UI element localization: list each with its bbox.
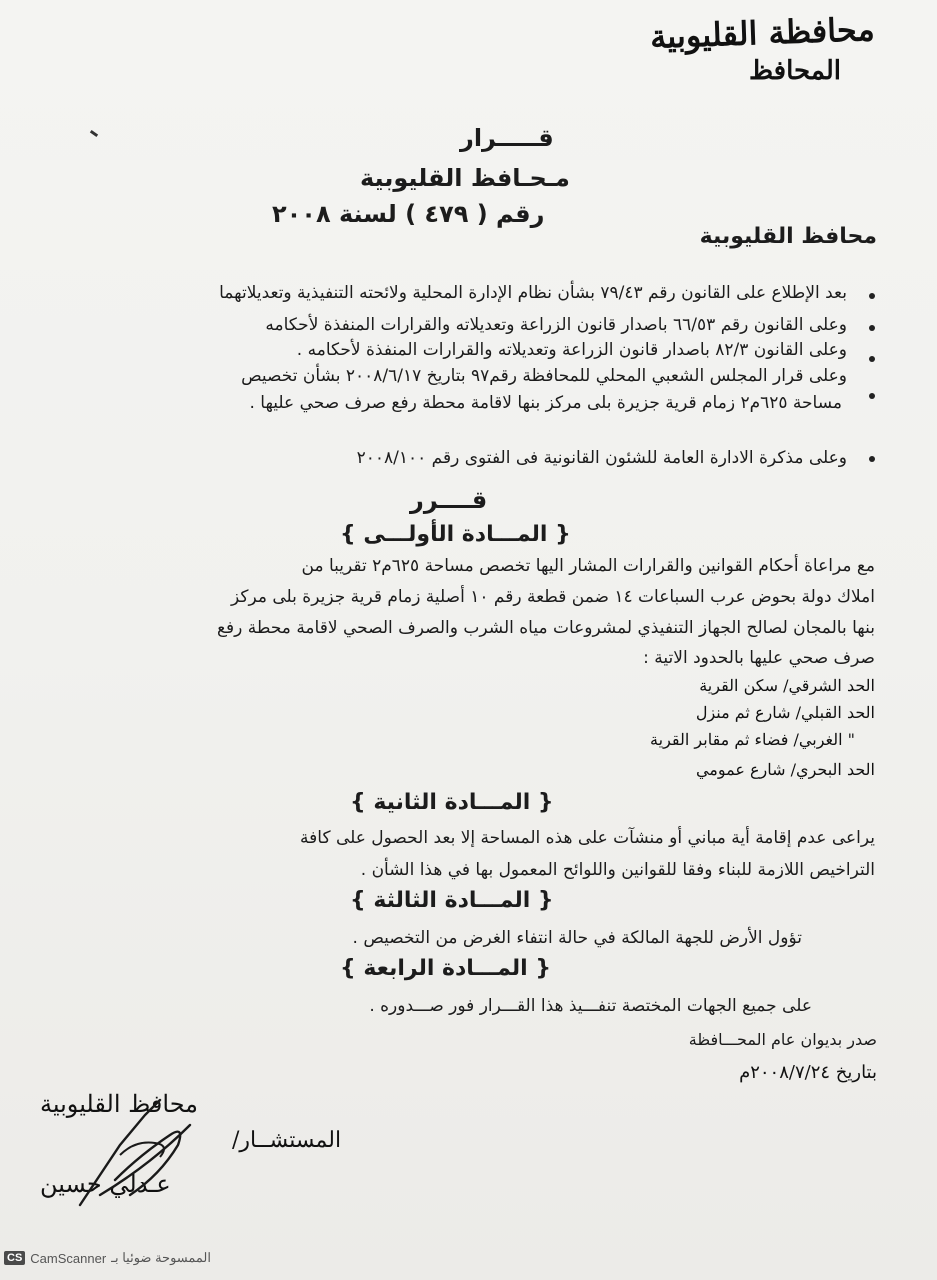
bullet-dot [869, 325, 875, 331]
bullet-dot [869, 356, 875, 362]
article1-line: املاك دولة بحوض عرب السباعات ١٤ ضمن قطعة رقم ١٠ أصلية زمام قرية جزيرة بلى مركز [231, 587, 875, 607]
camscanner-watermark [4, 1250, 211, 1266]
preamble-line: مساحة ٦٢٥م٢ زمام قرية جزيرة بلى مركز بنها لاقامة محطة رفع صرف صحي عليها . [249, 393, 842, 413]
preamble-line: وعلى قرار المجلس الشعبي المحلي للمحافظة رقم٩٧ بتاريخ ٢٠٠٨/٦/١٧ بشأن تخصيص [241, 366, 847, 386]
issuance-place: صدر بديوان عام المحـــافظة [688, 1030, 877, 1049]
bullet-dot [869, 456, 875, 462]
bullet-dot [869, 293, 875, 299]
decides-heading: قــــرر [410, 486, 488, 514]
header-office: المحافظ [749, 56, 841, 86]
preamble-line: وعلى القانون رقم ٦٦/٥٣ باصدار قانون الزراعة وتعديلاته والقرارات المنفذة لأحكامه [265, 315, 847, 335]
decision-number: رقم ( ٤٧٩ ) لسنة ٢٠٠٨ [272, 200, 545, 228]
camscanner-app-name: CamScanner [30, 1250, 107, 1266]
boundary-north: الحد البحري/ شارع عمومي [695, 760, 875, 779]
article1-line: بنها بالمجان لصالح الجهاز التنفيذي لمشروعات مياه الشرب والصرف الصحي لاقامة محطة رفع [216, 618, 875, 638]
decision-issuer: مـحـافظ القليوبية [360, 164, 570, 192]
decision-word: قـــــرار [460, 124, 554, 152]
governor-label: محافظ القليوبية [699, 224, 877, 249]
article3-heading: { المـــادة الثالثة } [350, 888, 554, 913]
article1-line: مع مراعاة أحكام القوانين والقرارات المشار اليها تخصص مساحة ٦٢٥م٢ تقريبا من [301, 556, 875, 576]
signature-governor: محافظ القليوبية [40, 1090, 199, 1118]
article2-heading: { المـــادة الثانية } [350, 790, 554, 815]
boundary-west: " الغربي/ فضاء ثم مقابر القرية [650, 730, 855, 749]
signature-counselor: المستشــار/ [232, 1128, 342, 1153]
preamble-line: بعد الإطلاع على القانون رقم ٧٩/٤٣ بشأن نظام الإدارة المحلية ولائحته التنفيذية وتعديلاتهما [219, 283, 847, 303]
issuance-date: بتاريخ ٢٠٠٨/٧/٢٤م [739, 1062, 877, 1083]
signature-scribble [60, 1085, 210, 1215]
signature-name: عـدلي حسين [40, 1170, 171, 1198]
article4-heading: { المـــادة الرابعة } [340, 956, 551, 981]
boundary-east: الحد الشرقي/ سكن القرية [699, 676, 875, 695]
article2-line: التراخيص اللازمة للبناء وفقا للقوانين واللوائح المعمول بها في هذا الشأن . [360, 860, 875, 880]
article1-heading: { المـــادة الأولـــى } [340, 522, 571, 547]
article4-line: على جميع الجهات المختصة تنفـــيذ هذا القـــرار فور صـــدوره . [369, 996, 812, 1016]
bullet-dot [869, 393, 875, 399]
article1-line: صرف صحي عليها بالحدود الاتية : [643, 648, 875, 668]
camscanner-logo-icon: CS [4, 1251, 25, 1265]
header-governorate: محافظة القليوبية [649, 10, 876, 56]
article3-line: تؤول الأرض للجهة المالكة في حالة انتفاء الغرض من التخصيص . [352, 928, 802, 948]
camscanner-text: الممسوحة ضوئيا بـ [111, 1250, 211, 1265]
pen-mark [90, 130, 98, 137]
preamble-line: وعلى القانون ٨٢/٣ باصدار قانون الزراعة وتعديلاته والقرارات المنفذة لأحكامه . [296, 340, 847, 360]
article2-line: يراعى عدم إقامة أية مباني أو منشآت على هذه المساحة إلا بعد الحصول على كافة [300, 828, 875, 848]
preamble-line: وعلى مذكرة الادارة العامة للشئون القانونية فى الفتوى رقم ٢٠٠٨/١٠٠ [356, 448, 847, 468]
boundary-south: الحد القبلي/ شارع ثم منزل [695, 703, 875, 722]
